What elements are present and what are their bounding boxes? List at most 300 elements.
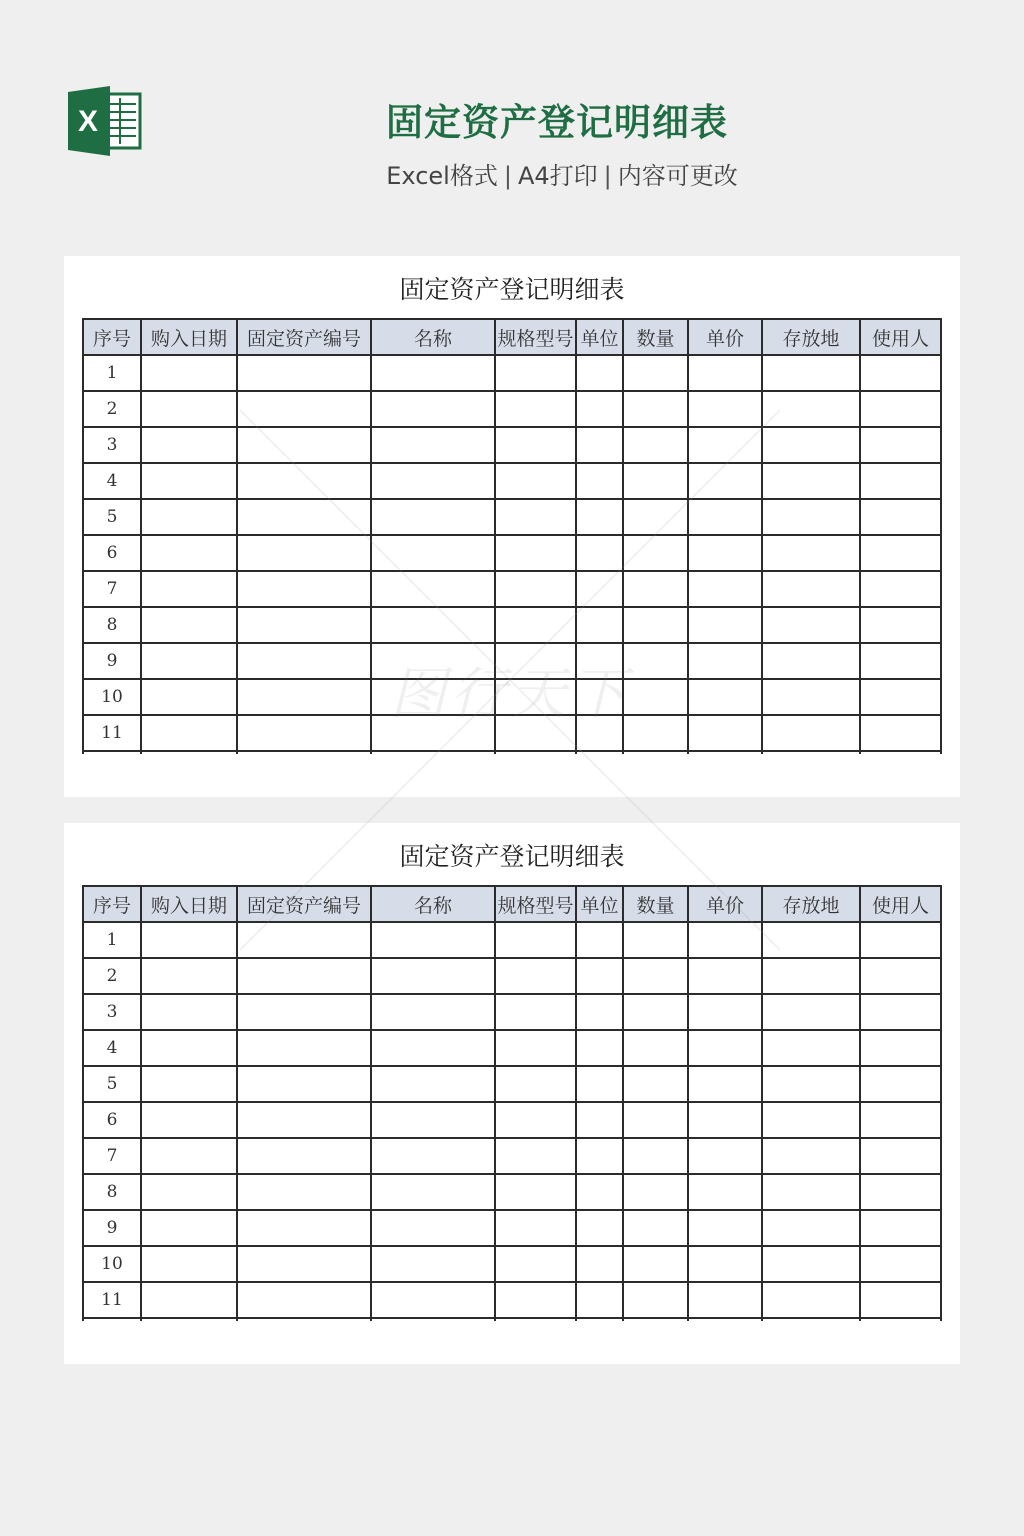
table-cell[interactable] (688, 643, 762, 679)
table-cell[interactable] (576, 355, 623, 391)
table-cell[interactable] (141, 427, 237, 463)
table-cell[interactable] (371, 922, 495, 958)
table-cell (623, 1318, 688, 1321)
table-cell[interactable] (762, 355, 860, 391)
table-row (83, 1210, 941, 1246)
table-cell (860, 1318, 941, 1321)
table-cell[interactable] (576, 1210, 623, 1246)
table-cell[interactable] (237, 391, 371, 427)
table-cell[interactable] (623, 715, 688, 751)
table-cell[interactable] (371, 1030, 495, 1066)
page-subtitle (0, 156, 1024, 191)
table-cell[interactable] (762, 1066, 860, 1102)
table-row (83, 643, 941, 679)
table-row (83, 1246, 941, 1282)
table-cell[interactable] (141, 1282, 237, 1318)
sheet-preview-2 (64, 823, 960, 1364)
table-cell[interactable] (371, 715, 495, 751)
table-cell[interactable] (576, 994, 623, 1030)
table-cell[interactable] (860, 499, 941, 535)
table-cell[interactable] (237, 1030, 371, 1066)
table-cell[interactable] (237, 922, 371, 958)
table-row (83, 715, 941, 751)
table-cell[interactable] (237, 1066, 371, 1102)
table-cell[interactable] (688, 463, 762, 499)
row-number: 8 (83, 1174, 141, 1210)
column-header: 固定资产编号 (237, 319, 371, 355)
column-header: 购入日期 (141, 886, 237, 922)
table-cell[interactable] (623, 607, 688, 643)
table-row (83, 1174, 941, 1210)
table-cell[interactable] (762, 715, 860, 751)
table-cell[interactable] (576, 607, 623, 643)
table-cell[interactable] (623, 427, 688, 463)
column-header: 名称 (371, 319, 495, 355)
table-cell[interactable] (141, 391, 237, 427)
table-cell[interactable] (371, 1066, 495, 1102)
table-cell[interactable] (688, 427, 762, 463)
table-cell[interactable] (860, 463, 941, 499)
table-cell[interactable] (237, 679, 371, 715)
table-cell[interactable] (237, 1246, 371, 1282)
table-cell[interactable] (576, 1174, 623, 1210)
table-cell[interactable] (762, 958, 860, 994)
table-cell[interactable] (688, 958, 762, 994)
table-cell[interactable] (576, 1246, 623, 1282)
table-cell[interactable] (762, 391, 860, 427)
table-cell[interactable] (237, 1102, 371, 1138)
table-cell (762, 751, 860, 754)
table-cell[interactable] (576, 535, 623, 571)
table-cell[interactable] (688, 1282, 762, 1318)
column-header: 单价 (688, 886, 762, 922)
table-cell[interactable] (141, 958, 237, 994)
table-cell[interactable] (141, 571, 237, 607)
table-cell[interactable] (762, 643, 860, 679)
table-cell[interactable] (860, 922, 941, 958)
table-cell[interactable] (688, 535, 762, 571)
row-number: 1 (83, 355, 141, 391)
table-cell[interactable] (141, 355, 237, 391)
logo-letter: X (77, 105, 99, 138)
table-cell[interactable] (623, 535, 688, 571)
table-cell (141, 751, 237, 754)
table-cell[interactable] (762, 1282, 860, 1318)
table-cell[interactable] (688, 922, 762, 958)
table-cell[interactable] (576, 499, 623, 535)
column-header: 固定资产编号 (237, 886, 371, 922)
table-cell[interactable] (688, 994, 762, 1030)
table-cell[interactable] (860, 1066, 941, 1102)
table-cell[interactable] (141, 679, 237, 715)
row-number: 4 (83, 1030, 141, 1066)
table-cell[interactable] (623, 958, 688, 994)
row-number: 7 (83, 571, 141, 607)
table-cell[interactable] (623, 1066, 688, 1102)
table-cell[interactable] (576, 1102, 623, 1138)
table-cell[interactable] (371, 535, 495, 571)
subtitle-separator: | (603, 162, 612, 190)
page-title: 固定资产登记明细表 (386, 101, 728, 144)
table-cell[interactable] (141, 922, 237, 958)
row-number: 10 (83, 1246, 141, 1282)
table-cell (623, 751, 688, 754)
table-cell (83, 1318, 141, 1321)
table-cell[interactable] (688, 571, 762, 607)
table-cell[interactable] (762, 607, 860, 643)
table-row-stub (83, 1318, 941, 1321)
table-cell[interactable] (495, 994, 576, 1030)
table-cell[interactable] (762, 1210, 860, 1246)
table-cell[interactable] (860, 1246, 941, 1282)
table-cell[interactable] (688, 1066, 762, 1102)
column-header: 名称 (371, 886, 495, 922)
table-cell[interactable] (141, 535, 237, 571)
sheet-preview-1 (64, 256, 960, 797)
table-cell[interactable] (576, 1066, 623, 1102)
sheet-title: 固定资产登记明细表 (399, 275, 625, 304)
table-cell[interactable] (623, 571, 688, 607)
table-cell[interactable] (623, 994, 688, 1030)
table-cell[interactable] (237, 499, 371, 535)
table-cell (495, 1318, 576, 1321)
table-cell[interactable] (623, 355, 688, 391)
table-cell (141, 1318, 237, 1321)
column-header: 使用人 (860, 319, 941, 355)
column-header: 存放地 (762, 886, 860, 922)
table-cell[interactable] (688, 1030, 762, 1066)
table-cell[interactable] (371, 994, 495, 1030)
row-number: 10 (83, 679, 141, 715)
column-header: 使用人 (860, 886, 941, 922)
table-cell[interactable] (860, 1210, 941, 1246)
table-cell[interactable] (623, 679, 688, 715)
table-cell[interactable] (495, 499, 576, 535)
table-cell[interactable] (495, 391, 576, 427)
table-cell (576, 751, 623, 754)
table-cell[interactable] (576, 715, 623, 751)
table-row (83, 355, 941, 391)
table-cell[interactable] (623, 391, 688, 427)
table-cell[interactable] (237, 1282, 371, 1318)
table-cell[interactable] (495, 463, 576, 499)
row-number: 4 (83, 463, 141, 499)
table-cell (688, 1318, 762, 1321)
table-cell[interactable] (141, 1030, 237, 1066)
table-cell[interactable] (623, 922, 688, 958)
table-cell[interactable] (495, 679, 576, 715)
table-header-row (83, 886, 941, 922)
table-cell[interactable] (762, 679, 860, 715)
table-cell[interactable] (623, 1246, 688, 1282)
table-cell[interactable] (495, 607, 576, 643)
table-cell[interactable] (237, 355, 371, 391)
table-row (83, 922, 941, 958)
table-cell[interactable] (576, 463, 623, 499)
table-cell[interactable] (371, 643, 495, 679)
table-cell[interactable] (860, 1174, 941, 1210)
row-number: 2 (83, 391, 141, 427)
table-cell[interactable] (688, 355, 762, 391)
row-number: 9 (83, 643, 141, 679)
subtitle-editable: 内容可更改 (617, 162, 738, 190)
table-cell[interactable] (237, 1138, 371, 1174)
column-header: 数量 (623, 886, 688, 922)
table-cell[interactable] (237, 427, 371, 463)
subtitle-separator: | (503, 162, 512, 190)
table-cell[interactable] (237, 1174, 371, 1210)
table-cell[interactable] (762, 571, 860, 607)
table-cell[interactable] (688, 1138, 762, 1174)
row-number: 5 (83, 1066, 141, 1102)
table-header-row (83, 319, 941, 355)
table-cell[interactable] (576, 1138, 623, 1174)
table-cell (688, 751, 762, 754)
table-cell[interactable] (860, 679, 941, 715)
table-cell[interactable] (141, 1138, 237, 1174)
table-cell[interactable] (688, 607, 762, 643)
table-cell (576, 1318, 623, 1321)
table-cell[interactable] (576, 571, 623, 607)
table-cell[interactable] (623, 463, 688, 499)
table-cell[interactable] (495, 355, 576, 391)
table-cell[interactable] (576, 643, 623, 679)
table-cell[interactable] (495, 643, 576, 679)
table-cell[interactable] (762, 994, 860, 1030)
table-row (83, 607, 941, 643)
asset-register-table (82, 885, 942, 1321)
table-cell (860, 751, 941, 754)
table-cell[interactable] (495, 571, 576, 607)
table-cell[interactable] (762, 1246, 860, 1282)
column-header: 数量 (623, 319, 688, 355)
table-row (83, 499, 941, 535)
row-number: 2 (83, 958, 141, 994)
table-cell[interactable] (623, 1138, 688, 1174)
table-row (83, 391, 941, 427)
table-cell[interactable] (860, 958, 941, 994)
table-cell[interactable] (371, 958, 495, 994)
row-number: 1 (83, 922, 141, 958)
table-cell[interactable] (860, 607, 941, 643)
table-cell[interactable] (860, 427, 941, 463)
table-cell[interactable] (495, 922, 576, 958)
table-cell[interactable] (623, 1102, 688, 1138)
table-row-stub (83, 751, 941, 754)
table-cell[interactable] (762, 1102, 860, 1138)
table-cell[interactable] (762, 463, 860, 499)
table-cell[interactable] (576, 679, 623, 715)
table-cell[interactable] (371, 1174, 495, 1210)
table-cell[interactable] (237, 715, 371, 751)
table-cell[interactable] (576, 391, 623, 427)
table-cell[interactable] (623, 643, 688, 679)
table-row (83, 1066, 941, 1102)
table-cell[interactable] (237, 643, 371, 679)
table-row (83, 571, 941, 607)
table-cell (237, 751, 371, 754)
table-cell (371, 751, 495, 754)
table-cell[interactable] (623, 499, 688, 535)
table-row (83, 1102, 941, 1138)
table-cell[interactable] (371, 1246, 495, 1282)
table-cell[interactable] (688, 1246, 762, 1282)
table-cell[interactable] (371, 1210, 495, 1246)
table-row (83, 679, 941, 715)
table-cell[interactable] (688, 679, 762, 715)
table-cell[interactable] (495, 715, 576, 751)
asset-register-table (82, 318, 942, 754)
table-row (83, 427, 941, 463)
table-cell[interactable] (371, 1282, 495, 1318)
table-cell[interactable] (495, 1138, 576, 1174)
table-cell[interactable] (762, 427, 860, 463)
table-cell[interactable] (371, 391, 495, 427)
table-cell[interactable] (371, 1138, 495, 1174)
table-cell[interactable] (860, 1138, 941, 1174)
row-number: 3 (83, 427, 141, 463)
table-cell[interactable] (495, 1102, 576, 1138)
table-cell[interactable] (371, 679, 495, 715)
column-header: 规格型号 (495, 886, 576, 922)
row-number: 5 (83, 499, 141, 535)
table-cell[interactable] (141, 1066, 237, 1102)
table-cell[interactable] (495, 958, 576, 994)
table-cell[interactable] (860, 643, 941, 679)
table-cell[interactable] (860, 571, 941, 607)
table-cell[interactable] (762, 1030, 860, 1066)
table-cell[interactable] (860, 1030, 941, 1066)
table-cell[interactable] (623, 1174, 688, 1210)
table-cell[interactable] (688, 499, 762, 535)
row-number: 9 (83, 1210, 141, 1246)
table-cell[interactable] (688, 715, 762, 751)
column-header: 序号 (83, 319, 141, 355)
table-cell[interactable] (688, 1102, 762, 1138)
table-cell[interactable] (237, 535, 371, 571)
table-cell[interactable] (141, 1210, 237, 1246)
table-cell[interactable] (141, 643, 237, 679)
table-cell[interactable] (762, 499, 860, 535)
table-cell[interactable] (237, 958, 371, 994)
table-cell[interactable] (762, 535, 860, 571)
table-cell[interactable] (141, 499, 237, 535)
row-number: 6 (83, 1102, 141, 1138)
table-cell[interactable] (623, 1210, 688, 1246)
row-number: 3 (83, 994, 141, 1030)
table-cell[interactable] (141, 1246, 237, 1282)
table-cell[interactable] (495, 1030, 576, 1066)
table-cell[interactable] (860, 355, 941, 391)
table-cell[interactable] (688, 1174, 762, 1210)
column-header: 购入日期 (141, 319, 237, 355)
table-cell (83, 751, 141, 754)
subtitle-format: Excel格式 (386, 162, 498, 190)
table-cell[interactable] (371, 607, 495, 643)
table-cell[interactable] (237, 463, 371, 499)
row-number: 11 (83, 715, 141, 751)
row-number: 11 (83, 1282, 141, 1318)
table-cell[interactable] (371, 571, 495, 607)
table-cell[interactable] (495, 1282, 576, 1318)
table-cell (237, 1318, 371, 1321)
table-row (83, 1030, 941, 1066)
table-cell[interactable] (141, 463, 237, 499)
table-row (83, 1282, 941, 1318)
table-cell (371, 1318, 495, 1321)
table-cell[interactable] (237, 571, 371, 607)
table-cell[interactable] (860, 1102, 941, 1138)
column-header: 单价 (688, 319, 762, 355)
table-cell[interactable] (860, 715, 941, 751)
table-cell[interactable] (141, 715, 237, 751)
subtitle-print: A4打印 (517, 162, 598, 190)
table-cell[interactable] (623, 1030, 688, 1066)
table-cell[interactable] (495, 427, 576, 463)
table-cell[interactable] (688, 391, 762, 427)
table-cell[interactable] (576, 427, 623, 463)
row-number: 7 (83, 1138, 141, 1174)
table-cell[interactable] (371, 1102, 495, 1138)
table-cell[interactable] (141, 1102, 237, 1138)
table-cell[interactable] (141, 994, 237, 1030)
table-cell[interactable] (371, 355, 495, 391)
table-cell[interactable] (762, 1138, 860, 1174)
table-cell[interactable] (576, 1282, 623, 1318)
column-header: 存放地 (762, 319, 860, 355)
column-header: 规格型号 (495, 319, 576, 355)
column-header: 单位 (576, 886, 623, 922)
table-cell[interactable] (141, 1174, 237, 1210)
table-cell[interactable] (371, 499, 495, 535)
table-cell[interactable] (371, 463, 495, 499)
table-cell[interactable] (495, 1174, 576, 1210)
table-cell[interactable] (762, 1174, 860, 1210)
table-cell[interactable] (576, 958, 623, 994)
table-cell[interactable] (237, 1210, 371, 1246)
table-cell[interactable] (762, 922, 860, 958)
table-cell[interactable] (576, 1030, 623, 1066)
table-cell[interactable] (371, 427, 495, 463)
table-cell[interactable] (495, 1246, 576, 1282)
row-number: 8 (83, 607, 141, 643)
table-cell[interactable] (237, 607, 371, 643)
table-cell[interactable] (860, 535, 941, 571)
table-cell[interactable] (623, 1282, 688, 1318)
row-number: 6 (83, 535, 141, 571)
table-cell[interactable] (141, 607, 237, 643)
table-cell[interactable] (237, 994, 371, 1030)
sheet-title: 固定资产登记明细表 (399, 842, 625, 871)
table-cell (762, 1318, 860, 1321)
table-cell[interactable] (860, 1282, 941, 1318)
table-row (83, 535, 941, 571)
column-header: 序号 (83, 886, 141, 922)
table-row (83, 994, 941, 1030)
column-header: 单位 (576, 319, 623, 355)
table-row (83, 1138, 941, 1174)
table-cell (495, 751, 576, 754)
table-row (83, 958, 941, 994)
table-cell[interactable] (495, 535, 576, 571)
table-cell[interactable] (495, 1210, 576, 1246)
table-cell[interactable] (860, 994, 941, 1030)
table-cell[interactable] (576, 922, 623, 958)
table-cell[interactable] (495, 1066, 576, 1102)
table-cell[interactable] (860, 391, 941, 427)
table-row (83, 463, 941, 499)
table-cell[interactable] (688, 1210, 762, 1246)
